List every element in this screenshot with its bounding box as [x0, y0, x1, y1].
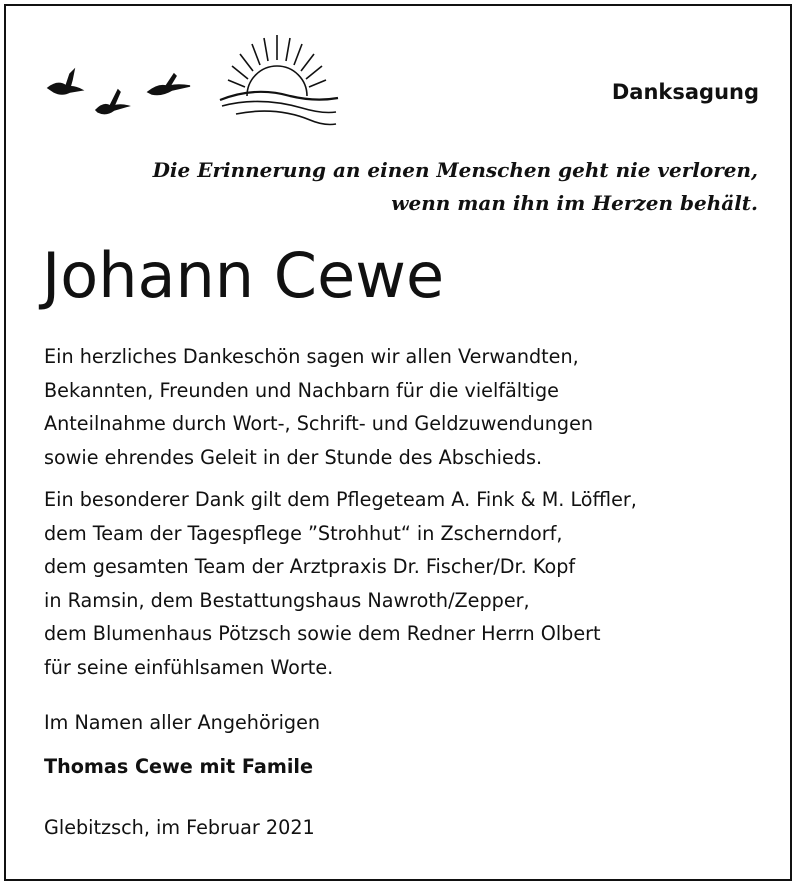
- text-line: für seine einfühlsamen Worte.: [44, 655, 334, 679]
- text-line: sowie ehrendes Geleit in der Stunde des Abschieds.: [44, 445, 543, 469]
- header-illustration: [40, 30, 340, 140]
- notice-type-label: Danksagung: [611, 80, 759, 104]
- thanks-paragraph: [44, 340, 593, 474]
- sunrise-icon: [220, 35, 338, 125]
- memorial-quote: [153, 154, 758, 220]
- text-line: dem Blumenhaus Pötzsch sowie dem Redner Herrn Olbert: [44, 622, 601, 645]
- signer-name: Thomas Cewe mit Famile: [44, 755, 313, 778]
- bird-icon: [48, 70, 82, 94]
- quote-line: Die Erinnerung an einen Menschen geht nie verloren,: [152, 158, 758, 182]
- bird-icon: [96, 90, 128, 114]
- text-line: dem gesamten Team der Arztpraxis Dr. Fischer/Dr. Kopf: [44, 555, 576, 578]
- text-line: in Ramsin, dem Bestattungshaus Nawroth/Zepper,: [44, 588, 530, 612]
- text-line: dem Team der Tagespflege ”Strohhut“ in Zscherndorf,: [44, 521, 563, 545]
- text-line: Anteilnahme durch Wort-, Schrift- und Geldzuwendungen: [44, 412, 594, 435]
- special-thanks-paragraph: [44, 483, 637, 684]
- bird-icon: [148, 74, 190, 95]
- deceased-name: Johann Cewe: [42, 239, 445, 312]
- place-date: Glebitzsch, im Februar 2021: [44, 816, 315, 839]
- text-line: Ein besonderer Dank gilt dem Pflegeteam A. Fink & M. Löffler,: [44, 488, 637, 511]
- text-line: Bekannten, Freunden und Nachbarn für die vielfältige: [44, 378, 559, 402]
- closing-line: Im Namen aller Angehörigen: [44, 711, 321, 734]
- text-line: Ein herzliches Dankeschön sagen wir allen Verwandten,: [44, 345, 579, 368]
- quote-line: wenn man ihn im Herzen behält.: [391, 191, 758, 215]
